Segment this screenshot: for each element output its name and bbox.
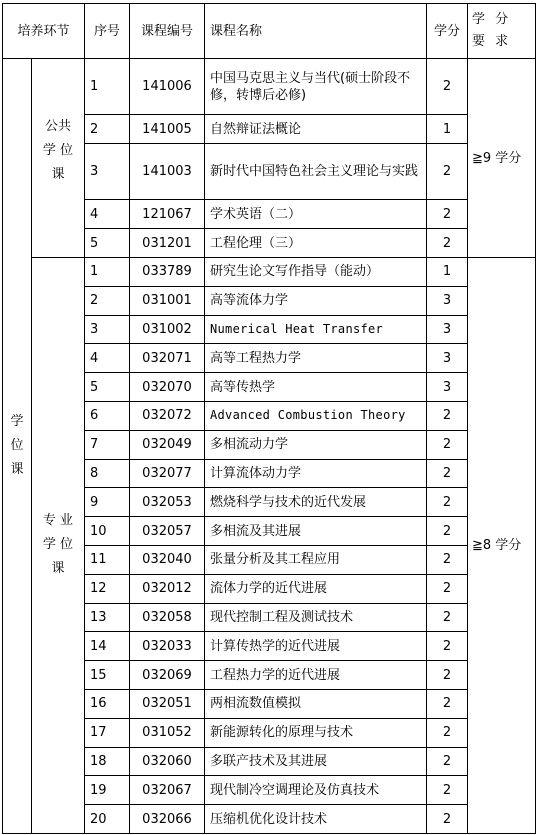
course-name: 研究生论文写作指导（能动） <box>205 258 427 287</box>
course-code: 032071 <box>130 344 205 373</box>
course-credit: 2 <box>427 545 468 574</box>
course-name: 中国马克思主义与当代(硕士阶段不修，转博后必修) <box>205 59 427 115</box>
course-code: 141006 <box>130 59 205 115</box>
course-index: 10 <box>85 517 130 546</box>
course-index: 16 <box>85 689 130 718</box>
course-index: 15 <box>85 661 130 690</box>
course-credit: 2 <box>427 59 468 115</box>
header-code: 课程编号 <box>130 4 205 59</box>
course-code: 032058 <box>130 603 205 632</box>
segment-degree-course <box>3 59 32 834</box>
course-credit: 2 <box>427 200 468 229</box>
course-credit: 2 <box>427 661 468 690</box>
course-code: 033789 <box>130 258 205 287</box>
course-code: 031201 <box>130 229 205 258</box>
course-code: 031052 <box>130 718 205 747</box>
course-index: 12 <box>85 574 130 603</box>
course-index: 5 <box>85 229 130 258</box>
segment-public-degree-course-line: 课 <box>51 167 65 182</box>
course-index: 20 <box>85 805 130 834</box>
course-index: 2 <box>85 286 130 315</box>
course-name: 流体力学的近代进展 <box>205 574 427 603</box>
course-credit: 2 <box>427 632 468 661</box>
course-name: 新能源转化的原理与技术 <box>205 718 427 747</box>
course-credit: 2 <box>427 603 468 632</box>
course-credit: 1 <box>427 258 468 287</box>
segment-major-degree-course-line: 学 位 <box>42 537 74 553</box>
course-index: 4 <box>85 344 130 373</box>
course-name: 燃烧科学与技术的近代发展 <box>205 488 427 517</box>
course-name: 高等工程热力学 <box>205 344 427 373</box>
course-code: 032066 <box>130 805 205 834</box>
course-index: 19 <box>85 776 130 805</box>
course-index: 14 <box>85 632 130 661</box>
course-name: 两相流数值模拟 <box>205 689 427 718</box>
course-code: 032067 <box>130 776 205 805</box>
course-name: 计算流体动力学 <box>205 459 427 488</box>
course-credit: 2 <box>427 689 468 718</box>
course-name: 现代控制工程及测试技术 <box>205 603 427 632</box>
course-credit: 2 <box>427 430 468 459</box>
course-code: 032069 <box>130 661 205 690</box>
course-table <box>2 3 536 834</box>
course-credit: 2 <box>427 574 468 603</box>
course-code: 032040 <box>130 545 205 574</box>
course-index: 17 <box>85 718 130 747</box>
course-index: 7 <box>85 430 130 459</box>
segment-major-degree-course-line: 课 <box>51 561 65 577</box>
course-name: 张量分析及其工程应用 <box>205 545 427 574</box>
segment-public-degree-course-line: 公共 <box>44 119 71 134</box>
header-row <box>3 4 536 59</box>
header-credit: 学分 <box>427 4 468 59</box>
course-name: 多相流及其进展 <box>205 517 427 546</box>
course-credit: 2 <box>427 776 468 805</box>
course-code: 032060 <box>130 747 205 776</box>
course-name: Advanced Combustion Theory <box>205 401 427 430</box>
course-code: 032033 <box>130 632 205 661</box>
course-code: 032049 <box>130 430 205 459</box>
course-credit: 3 <box>427 373 468 402</box>
course-credit: 1 <box>427 115 468 144</box>
course-index: 11 <box>85 545 130 574</box>
course-name: 学术英语（二） <box>205 200 427 229</box>
segment-public-degree-course <box>32 59 85 258</box>
course-name: 计算传热学的近代进展 <box>205 632 427 661</box>
header-name: 课程名称 <box>205 4 427 59</box>
course-index: 6 <box>85 401 130 430</box>
course-code: 032072 <box>130 401 205 430</box>
course-code: 141003 <box>130 144 205 200</box>
table-row <box>3 59 536 115</box>
course-credit: 3 <box>427 344 468 373</box>
segment-degree-course-line: 课 <box>10 461 24 477</box>
course-credit: 2 <box>427 401 468 430</box>
public-credit-requirement: ≧9 学分 <box>468 59 536 258</box>
course-code: 032053 <box>130 488 205 517</box>
course-name: 工程伦理（三） <box>205 229 427 258</box>
segment-public-degree-course-line: 学 位 <box>42 143 74 158</box>
course-index: 4 <box>85 200 130 229</box>
course-index: 18 <box>85 747 130 776</box>
course-name: 新时代中国特色社会主义理论与实践 <box>205 144 427 200</box>
course-index: 3 <box>85 315 130 344</box>
course-name: 多联产技术及其进展 <box>205 747 427 776</box>
course-code: 031001 <box>130 286 205 315</box>
major-credit-requirement: ≧8 学分 <box>468 258 536 834</box>
course-name: 高等传热学 <box>205 373 427 402</box>
course-credit: 2 <box>427 144 468 200</box>
course-name: 现代制冷空调理论及仿真技术 <box>205 776 427 805</box>
course-index: 9 <box>85 488 130 517</box>
course-code: 032077 <box>130 459 205 488</box>
course-credit: 3 <box>427 286 468 315</box>
course-credit: 2 <box>427 718 468 747</box>
segment-major-degree-course-line: 专 业 <box>42 513 74 529</box>
table-row <box>3 258 536 287</box>
segment-major-degree-course <box>32 258 85 834</box>
course-credit: 2 <box>427 488 468 517</box>
course-name: 压缩机优化设计技术 <box>205 805 427 834</box>
course-code: 141005 <box>130 115 205 144</box>
course-credit: 2 <box>427 747 468 776</box>
course-credit: 2 <box>427 459 468 488</box>
course-credit: 2 <box>427 805 468 834</box>
header-segment: 培养环节 <box>3 4 85 59</box>
segment-degree-course-line: 位 <box>10 437 24 453</box>
course-credit: 2 <box>427 229 468 258</box>
course-index: 1 <box>85 258 130 287</box>
header-index: 序号 <box>85 4 130 59</box>
course-code: 032051 <box>130 689 205 718</box>
course-name: 自然辩证法概论 <box>205 115 427 144</box>
header-requirement: 学 分 要 求 <box>468 4 536 59</box>
course-index: 3 <box>85 144 130 200</box>
course-index: 8 <box>85 459 130 488</box>
course-name: 高等流体力学 <box>205 286 427 315</box>
course-code: 032070 <box>130 373 205 402</box>
course-name: 多相流动力学 <box>205 430 427 459</box>
course-credit: 3 <box>427 315 468 344</box>
course-code: 032012 <box>130 574 205 603</box>
course-index: 13 <box>85 603 130 632</box>
course-code: 031002 <box>130 315 205 344</box>
course-index: 2 <box>85 115 130 144</box>
course-name: Numerical Heat Transfer <box>205 315 427 344</box>
course-index: 5 <box>85 373 130 402</box>
course-name: 工程热力学的近代进展 <box>205 661 427 690</box>
course-code: 121067 <box>130 200 205 229</box>
course-code: 032057 <box>130 517 205 546</box>
course-index: 1 <box>85 59 130 115</box>
segment-degree-course-line: 学 <box>10 413 24 429</box>
course-credit: 2 <box>427 517 468 546</box>
